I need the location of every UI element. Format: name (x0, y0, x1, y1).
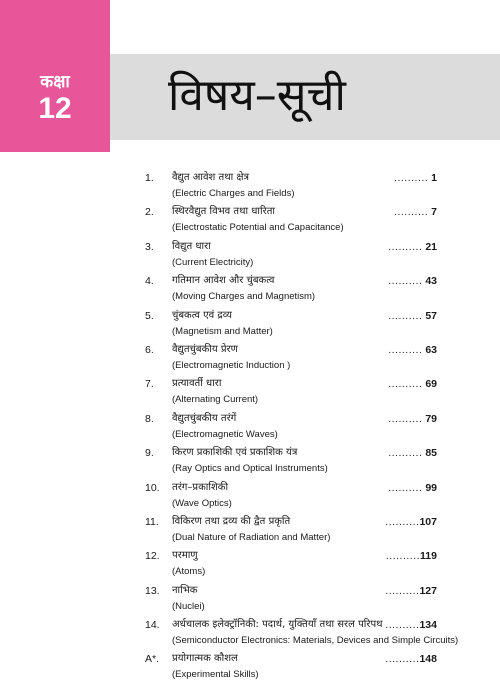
toc-item-15[interactable] (145, 651, 445, 685)
page-number: 1 (431, 172, 437, 184)
toc-item-14[interactable] (145, 617, 459, 651)
chapter-number: 12. (145, 550, 160, 563)
toc-item-1[interactable] (145, 170, 445, 204)
chapter-title-hindi: किरण प्रकाशिकी एवं प्रकाशिक यंत्र (172, 447, 298, 459)
chapter-title-english: (Ray Optics and Optical Instruments) (172, 463, 328, 475)
page-ref (385, 617, 437, 633)
page-number: 119 (420, 550, 437, 563)
page-ref (388, 445, 437, 461)
page-title: विषय–सूची (168, 70, 346, 121)
page-ref (385, 651, 437, 667)
leader-dots: .......... (385, 515, 420, 528)
page-number: 79 (425, 412, 437, 425)
chapter-title-hindi: वैद्युत आवेश तथा क्षेत्र (172, 172, 250, 183)
toc-item-4[interactable] (145, 273, 445, 307)
chapter-number: 8. (145, 412, 154, 425)
page-ref (388, 411, 437, 427)
page-number: 148 (419, 653, 437, 666)
page-ref (394, 170, 437, 186)
chapter-title-hindi: वैद्युतचुंबकीय प्रेरण (172, 343, 238, 355)
chapter-title-hindi: अर्धचालक इलेक्ट्रॉनिकी: पदार्थ, युक्तियाँ तथा सरल परिपथ (172, 619, 383, 631)
leader-dots: .......... (388, 412, 423, 425)
chapter-number: 14. (145, 619, 160, 632)
page-ref (388, 239, 437, 255)
leader-dots: .......... (394, 206, 429, 219)
page-ref (388, 273, 437, 289)
page-number: 127 (419, 584, 437, 597)
leader-dots: .......... (388, 240, 423, 253)
page-ref (388, 376, 437, 392)
chapter-number: 7. (145, 378, 154, 391)
chapter-title-hindi: नाभिक (172, 584, 198, 596)
page-number: 69 (425, 378, 437, 391)
chapter-title-hindi: परमाणु (172, 550, 198, 562)
toc-item-12[interactable] (145, 548, 445, 582)
leader-dots: .......... (388, 481, 423, 494)
page-ref (388, 480, 437, 496)
chapter-title-english: (Wave Optics) (172, 497, 232, 509)
chapter-title-english: (Experimental Skills) (172, 669, 259, 681)
page-number: 63 (425, 343, 437, 356)
toc-item-5[interactable] (145, 308, 445, 342)
leader-dots: .......... (385, 550, 421, 563)
page-number: 57 (425, 309, 437, 322)
grade-label: कक्षा (40, 72, 70, 92)
leader-dots: .......... (394, 172, 429, 184)
chapter-title-hindi: स्थिरवैद्युत विभव तथा धारिता (172, 206, 275, 218)
chapter-number: 6. (145, 343, 154, 356)
chapter-title-english: (Dual Nature of Radiation and Matter) (172, 531, 331, 543)
chapter-title-hindi: विद्युत धारा (172, 240, 211, 252)
leader-dots: .......... (388, 343, 423, 356)
chapter-title-english: (Semiconductor Electronics: Materials, Devices and Simple Circuits) (172, 635, 459, 647)
page-ref (385, 583, 437, 599)
grade-label-block (0, 72, 110, 126)
chapter-title-english: (Moving Charges and Magnetism) (172, 291, 316, 303)
chapter-title-hindi: विकिरण तथा द्रव्य की द्वैत प्रकृति (172, 515, 291, 527)
chapter-number: 13. (145, 584, 160, 597)
chapter-title-english: (Alternating Current) (172, 394, 259, 406)
page-ref (385, 514, 437, 530)
page-ref (394, 204, 437, 220)
chapter-number: 10. (145, 481, 160, 494)
toc-item-7[interactable] (145, 376, 445, 410)
toc-item-9[interactable] (145, 445, 445, 479)
chapter-title-english: (Electrostatic Potential and Capacitance) (172, 222, 344, 234)
page-ref (388, 342, 437, 358)
chapter-title-hindi: तरंग–प्रकाशिकी (172, 481, 229, 493)
chapter-title-english: (Electric Charges and Fields) (172, 188, 295, 199)
page-number: 43 (425, 275, 437, 288)
toc-item-6[interactable] (145, 342, 445, 376)
leader-dots: .......... (388, 275, 423, 288)
toc-item-3[interactable] (145, 239, 445, 273)
page-number: 7 (431, 206, 437, 219)
chapter-title-english: (Current Electricity) (172, 256, 254, 268)
chapter-number: 1. (145, 172, 154, 184)
toc-item-13[interactable] (145, 583, 445, 617)
page-number: 107 (419, 515, 437, 528)
chapter-number: 4. (145, 275, 154, 288)
chapter-number: 11. (145, 515, 159, 528)
page-ref (386, 548, 437, 564)
chapter-number: 2. (145, 206, 154, 219)
leader-dots: .......... (385, 653, 420, 666)
chapter-number: 5. (145, 309, 154, 322)
leader-dots: .......... (388, 447, 423, 460)
chapter-title-hindi: प्रत्यावर्ती धारा (172, 378, 222, 390)
chapter-title-english: (Electromagnetic Induction ) (172, 359, 291, 371)
chapter-number: 3. (145, 240, 154, 253)
chapter-title-hindi: वैद्युतचुंबकीय तरंगें (172, 412, 237, 424)
chapter-title-english: (Atoms) (172, 566, 206, 578)
chapter-title-hindi: गतिमान आवेश और चुंबकत्व (172, 275, 275, 287)
table-of-contents (145, 170, 459, 686)
grade-number: 12 (38, 92, 72, 125)
leader-dots: .......... (388, 378, 423, 391)
chapter-title-english: (Nuclei) (172, 600, 205, 612)
chapter-number: 9. (145, 447, 154, 460)
leader-dots: .......... (385, 619, 420, 632)
leader-dots: .......... (388, 309, 423, 322)
chapter-title-hindi: चुंबकत्व एवं द्रव्य (172, 309, 232, 321)
chapter-title-english: (Electromagnetic Waves) (172, 428, 278, 440)
toc-item-11[interactable] (145, 514, 445, 548)
toc-item-10[interactable] (145, 480, 445, 514)
page-number: 134 (419, 619, 437, 632)
chapter-title-hindi: प्रयोगात्मक कौशल (172, 653, 238, 665)
page-number: 85 (425, 447, 437, 460)
toc-item-2[interactable] (145, 204, 445, 238)
toc-item-8[interactable] (145, 411, 445, 445)
page-ref (388, 308, 437, 324)
chapter-number: A*. (145, 653, 160, 666)
title-band (110, 54, 500, 140)
leader-dots: .......... (385, 584, 420, 597)
chapter-title-english: (Magnetism and Matter) (172, 325, 273, 337)
page-number: 99 (425, 481, 437, 494)
page-number: 21 (425, 240, 437, 253)
